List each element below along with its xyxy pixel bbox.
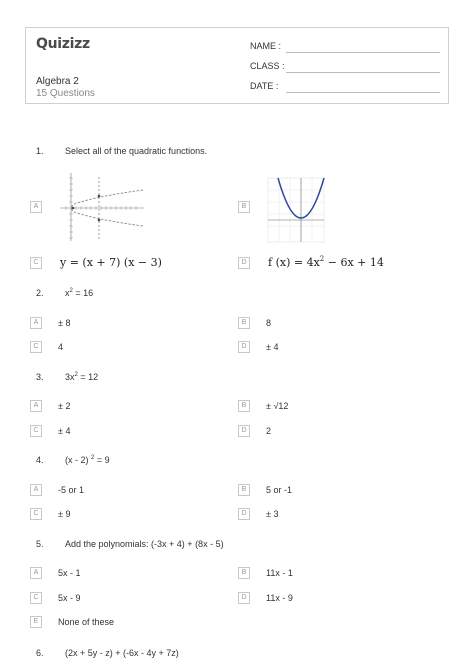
option-box-c[interactable]: C [30, 592, 42, 604]
graph-frame [268, 178, 324, 242]
quizizz-logo: Quizizz [36, 36, 90, 52]
question-number: 1. [36, 146, 44, 156]
option-box-b[interactable]: B [238, 567, 250, 579]
option-text: 5x - 1 [58, 568, 81, 578]
option-text: -5 or 1 [58, 485, 85, 495]
option-box-d[interactable]: D [238, 257, 250, 269]
option-d-text: f $(x) = 4x^2 - 6x + 14$ [268, 255, 384, 269]
question-text: $3x^2 = 12$ [65, 372, 99, 382]
worksheet-header [25, 27, 449, 104]
graph-point [98, 195, 101, 198]
name-field[interactable] [250, 41, 440, 55]
question-number: 2. [36, 288, 44, 298]
question-text: (x - 2) $^2$ = 9 [65, 455, 110, 465]
question-text: $x^2 = 16$ [65, 288, 94, 298]
question-text: Add the polynomials: (-3x + 4) + (8x - 5) [65, 539, 224, 549]
option-text: 11x - 9 [266, 593, 293, 603]
option-text: 8 [266, 318, 272, 328]
option-text: ± 9 [58, 509, 71, 519]
option-box-d[interactable]: D [238, 425, 250, 437]
option-box-c[interactable]: C [30, 508, 42, 520]
date-label: DATE : [250, 81, 279, 91]
option-box-a[interactable]: A [30, 201, 42, 213]
option-box-e[interactable]: E [30, 616, 42, 628]
option-box-b[interactable]: B [238, 484, 250, 496]
option-box-d[interactable]: D [238, 592, 250, 604]
date-field[interactable] [250, 81, 440, 95]
question-number: 6. [36, 648, 44, 658]
option-text: ± 4 [266, 342, 279, 352]
option-text: 5x - 9 [58, 593, 81, 603]
option-box-d[interactable]: D [238, 341, 250, 353]
option-text: ± 2 [58, 401, 71, 411]
question-count: 15 Questions [36, 88, 95, 99]
option-box-a[interactable]: A [30, 317, 42, 329]
option-text: ± √12 [266, 401, 289, 411]
option-text: 11x - 1 [266, 568, 293, 578]
option-c-text: y = (x + 7) (x − 3) [60, 256, 162, 269]
option-text: 4 [58, 342, 64, 352]
class-label: CLASS : [250, 61, 285, 71]
option-text: ± 4 [58, 426, 71, 436]
option-box-b[interactable]: B [238, 400, 250, 412]
option-box-d[interactable]: D [238, 508, 250, 520]
graph-point [72, 207, 75, 210]
option-text: 2 [266, 426, 272, 436]
graph-point [98, 219, 101, 222]
option-text: ± 8 [58, 318, 71, 328]
option-box-c[interactable]: C [30, 341, 42, 353]
option-box-a[interactable]: A [30, 484, 42, 496]
option-box-b[interactable]: B [238, 317, 250, 329]
question-number: 3. [36, 372, 44, 382]
question-text: Select all of the quadratic functions. [65, 146, 208, 156]
option-text: 5 or -1 [266, 485, 293, 495]
option-box-b[interactable]: B [238, 201, 250, 213]
option-text: None of these [58, 617, 115, 627]
option-box-a[interactable]: A [30, 567, 42, 579]
graph-sideways-parabola [58, 171, 146, 243]
graph-upward-parabola [264, 172, 326, 244]
option-box-a[interactable]: A [30, 400, 42, 412]
question-number: 4. [36, 455, 44, 465]
class-field[interactable] [250, 61, 440, 75]
question-text: (2x + 5y - z) + (-6x - 4y + 7z) [65, 648, 179, 658]
class-line [286, 72, 440, 73]
option-box-c[interactable]: C [30, 425, 42, 437]
name-line [286, 52, 440, 53]
option-text: ± 3 [266, 509, 279, 519]
option-box-c[interactable]: C [30, 257, 42, 269]
date-line [286, 92, 440, 93]
worksheet-title: Algebra 2 [36, 76, 79, 87]
name-label: NAME : [250, 41, 282, 51]
question-number: 5. [36, 539, 44, 549]
